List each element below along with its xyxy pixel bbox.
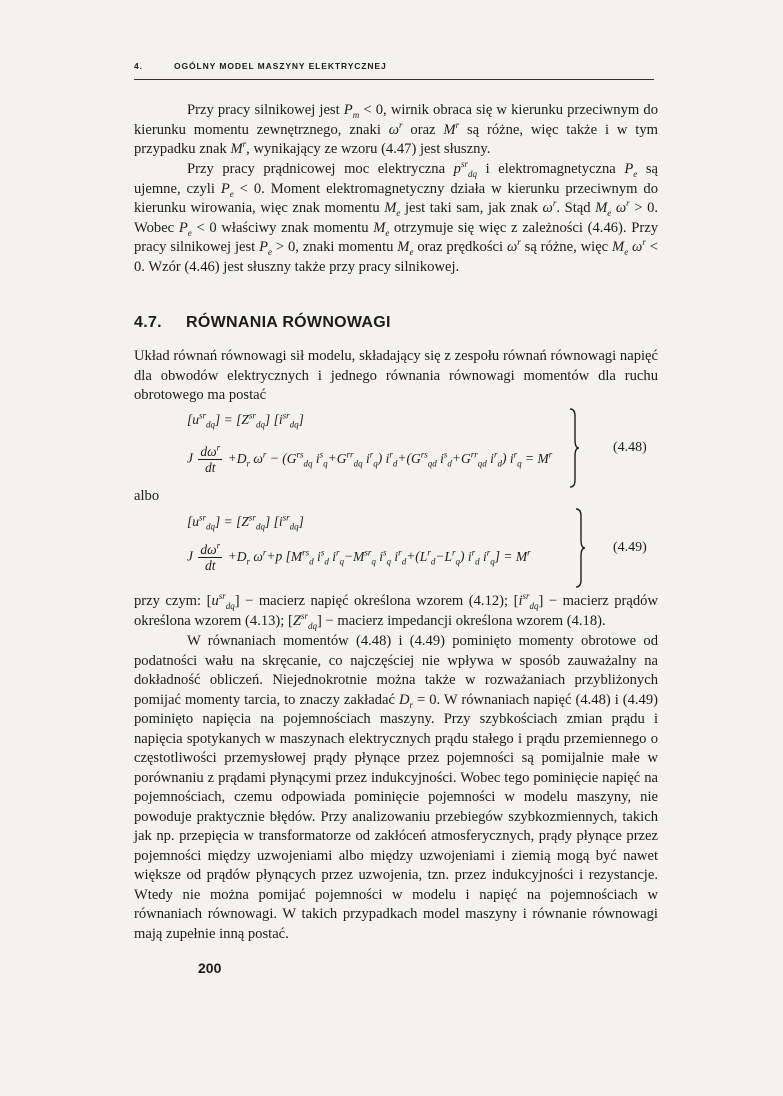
chapter-number: 4. [134, 61, 143, 71]
paragraph-5: W równaniach momentów (4.48) i (4.49) pominięto momenty obrotowe od podatności wału na skręcanie, co najczęściej nie wpływa w sposób zauważalny na dokładność obliczeń. Niejednokrotnie można także w rozważaniach przybliżonych pomijać momenty tarcia, to znaczy zakładać $D_r = 0$. W równaniach napięć (4.48) i (4.49) pominięto napięcia na pojemnościach maszyny. Przy szybkościach zmian prądu i napięcia spotykanych w maszynach elektrycznych prądu stałego i prądu przemiennego o częstotliwości przemysłowej prądy płynące przez pojemności są pomijalnie małe w porównaniu z prądami płynącymi przez indukcyjności. Wobec tego pominięcie napięć na pojemnościach, czemu odpowiada pominięcie pojemności w modelu maszyny, nie powoduje praktycznie błędów. Przy analizowaniu przebiegów szybkozmiennych, takich jak np. przepięcia w transformatorze od zakłóceń atmosferycznych, prądy płynące przez pojemności między uzwojeniami albo między uzwojeniami i ziemią mogą być nawet większe od prądów płynących przez uzwojenia, tzn. przez indukcyjności i rezystancje. Wtedy nie można pomijać pojemności w modelu i napięć na pojemnościach w równaniach równowagi. W takich przypadkach model maszyny i równanie równowagi mają zupełnie inną postać. [134, 633, 658, 942]
running-header [134, 61, 654, 71]
paragraph-3-text: Układ równań równowagi sił modelu, składający się z zespołu równań równowagi napięć dla obwodów elektrycznych i jednego równania równowagi momentów dla ruchu obrotowego ma postać [134, 348, 658, 403]
paragraph-4: przy czym: $[u^{sr}_{dq}]$ − macierz napięć określona wzorem (4.12); $[i^{sr}_{dq}]$ − macierz prądów określona wzorem (4.13); $[Z^{sr}_{dq}]$ − macierz impedancji określona wzorem (4.18). [134, 591, 659, 631]
albo-label: albo [134, 488, 160, 504]
equation-4-49-line-2: J $\frac{d\omega^r}{dt}$ $+D_r$ $\omega^r+p$ [$M^{rs}_d$ $i^s_d$ $i^r_q-M^{sr}_q$ $i^s_q$ $i^r_d+(L^r_d-L^r_q)$ $i^r_d$ $i^r_q] = M^r$ [187, 540, 531, 573]
equation-4-49-line-1: $[u^{sr}_{dq}] = [Z^{sr}_{dq}]$ $[i^{sr}_{dq}]$ [187, 512, 304, 532]
equation-number-4-48: (4.48) [613, 440, 647, 455]
right-brace-icon [575, 508, 585, 588]
page-number: 200 [198, 960, 222, 976]
equation-4-48-line-2: J $\frac{d\omega^r}{dt}$ $+D_r$ $\omega^r - (G^{rs}_{dq}$ $i^s_q+G^{rr}_{dq}$ $i^r_q$) $i^r_d+(G^{rs}_{qd}$ $i^s_d+G^{rr}_{qd}$ $i^r_d$) $i^r_q = M^r$ [187, 442, 553, 475]
section-number: 4.7. [134, 314, 162, 331]
chapter-title: OGÓLNY MODEL MASZYNY ELEKTRYCZNEJ [174, 61, 387, 71]
section-heading [134, 314, 391, 332]
paragraph-1: Przy pracy silnikowej jest $P_m < 0$, wirnik obraca się w kierunku przeciwnym do kierunku momentu zewnętrznego, znaki $\omega^r$ oraz $M^r$ są różne, więc także i w tym przypadku znak $M^r$, wynikający ze wzoru (4.47) jest słuszny. [134, 102, 658, 157]
header-rule [134, 79, 654, 80]
paragraph-2: Przy pracy prądnicowej moc elektryczna $p^{sr}_{dq}$ i elektromagnetyczna $P_e$ są ujemne, czyli $P_e < 0$. Moment elektromagnetyczny działa w kierunku przeciwnym do kierunku wirowania, więc znak momentu $M_e$ jest taki sam, jak znak $\omega^r$. Stąd $M_e$ $\omega^r > 0$. Wobec $P_e < 0$ właściwy znak momentu $M_e$ otrzymuje się więc z zależności (4.46). Przy pracy silnikowej jest $P_e > 0$, znaki momentu $M_e$ oraz prędkości $\omega^r$ są różne, więc $M_e$ $\omega^r < 0$. Wzór (4.46) jest słuszny także przy pracy silnikowej. [134, 159, 659, 275]
equation-4-48-line-1: $[u^{sr}_{dq}] = [Z^{sr}_{dq}]$ $[i^{sr}_{dq}]$ [187, 410, 304, 430]
paragraph-3 [134, 347, 658, 406]
section-title: RÓWNANIA RÓWNOWAGI [186, 314, 391, 331]
equation-number-4-49: (4.49) [613, 540, 647, 555]
right-brace-icon [569, 408, 579, 488]
